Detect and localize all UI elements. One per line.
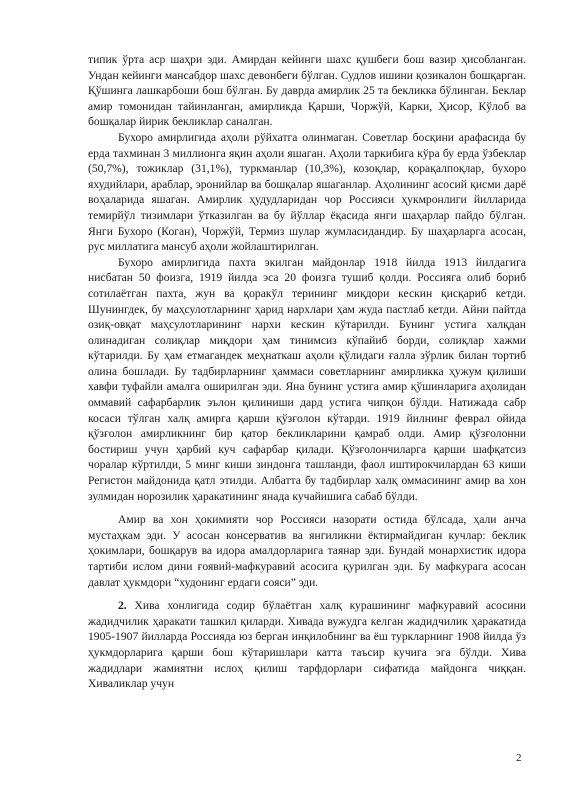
- body-text: [88, 52, 526, 692]
- paragraph-text: Амир ва хон ҳокимияти чор Россияси назорати остида бўлсада, ҳали анча мустаҳкам эди. У асосан консерватив ва янгиликни ёктирмайдиган кучлар: беклик ҳокимлари, бошқарув ва идора амалдорларига таянар эди. Бундай монархистик идора тартиби ислом дини ғоявий-мафкуравий асосига қурилган эди. Бу мафкурага асосан давлат ҳукмдори “худонинг ердаги сояси” эди.: [88, 513, 526, 589]
- paragraph-text: типик ўрта аср шаҳри эди. Амирдан кейинги шахс қушбеги бош вазир ҳисобланган. Ундан кейинги мансабдор шахс девонбеги бўлган. Судлов ишини қозикалон бошқарган. Қўшинга лашкарбоши бош бўлган. Бу даврда амирлик 25 та бекликка бўлинган. Беклар амир томонидан тайинланган, амирликда Қарши, Чоржўй, Карки, Ҳисор, Кўлоб ва бошқалар йирик бекликлар саналган.: [88, 53, 526, 129]
- page-number: 2: [516, 752, 522, 764]
- paragraph-text: Бухоро амирлигида аҳоли рўйхатга олинмаган. Советлар босқини арафасида бу ерда тахминан 3 миллионга яқин аҳоли яшаган. Аҳоли таркибига кўра бу ерда ўзбеклар (50,7%), тожиклар (31,1%), туркманлар (10,3%), козоқлар, қорақалпоқлар, бухоро яхудийлари, араблар, эронийлар ва бошқалар яшаганлар. Аҳолининг асосий қисми дарё воҳаларида яшаган. Амирлик ҳудудларидан чор Россияси ҳукмронлиги йилларида темирйўл тизимлари ўтказилган ва бу йўллар ёқасида янги шаҳарлар пайдо бўлган. Янги Бухоро (Коган), Чоржўй, Термиз шулар жумласидандир. Бу шаҳарларга асосан, рус миллатига мансуб аҳоли жойлаштирилган.: [88, 130, 526, 254]
- paragraph: [88, 52, 526, 130]
- paragraph-text: Хива хонлигида содир бўлаётган халқ курашининг мафкуравий асосини жадидчилик ҳаракати ташкил қиларди. Хивада вужудга келган жадидчилик ҳаракатида 1905-1907 йилларда Россияда юз берган инқилобнинг ва ёш туркларнинг 1908 йилда ўз ҳукмдорларига қарши бош кўтаришлари катта таъсир кучига эга бўлди. Хива жадидлари жамиятни ислоҳ қилиш тарфдорлари сифатида майдонга чиққан. Хиваликлар учун: [88, 599, 526, 691]
- paragraph: [88, 130, 526, 255]
- paragraph: [88, 598, 526, 692]
- section-number: 2.: [118, 599, 127, 613]
- paragraph: [88, 512, 526, 590]
- paragraph: [88, 255, 526, 505]
- paragraph-text: Бухоро амирлигида пахта экилган майдонлар 1918 йилда 1913 йилдагига нисбатан 50 фоизга, 1919 йилда эса 20 фоизга тушиб қолди. Россияга олиб бориб сотилаётган пахта, жун ва қоракўл терининг миқдори кескин қисқариб кетди. Шунингдек, бу маҳсулотларнинг ҳарид нархлари ҳам жуда пастлаб кетди. Айни пайтда озиқ-овқат маҳсулотларининг нархи кескин кўтарилди. Бунинг устига халқдан олинадиган солиқлар миқдори ҳам тинимсиз кўпайиб борди, солиқлар хажми кўтарилди. Бу ҳам етмагандек меҳнаткаш аҳоли қўлидаги ғалла зўрлик билан тортиб олина бошлади. Бу тадбирларнинг ҳаммаси советларнинг амирликка ҳужум қилиши хавфи туфайли амалга оширилган эди. Яна бунинг устига амир қўшинларига аҳолидан оммавий сафарбарлик эълон қилиниши дард устига чипқон бўлди. Натижада сабр косаси тўлган халқ амирга қарши қўзғолон кўтарди. 1919 йилнинг феврал ойида қўзғолон амирликнинг бир қатор бекликларини қамраб олди. Амир қўзғолонни бостириш учун ҳарбий куч сафарбар қилади. Қўзғолончиларга қарши шафқатсиз чоралар кўртилди, 5 минг киши зиндонга ташланди, фаол иштирокчилардан 63 киши Регистон майдонида қатл этилди. Албатта бу тадбирлар халқ оммасининг амир ва хон зулмидан норозилик ҳаракатининг янада кучайишига сабаб бўлди.: [88, 255, 526, 503]
